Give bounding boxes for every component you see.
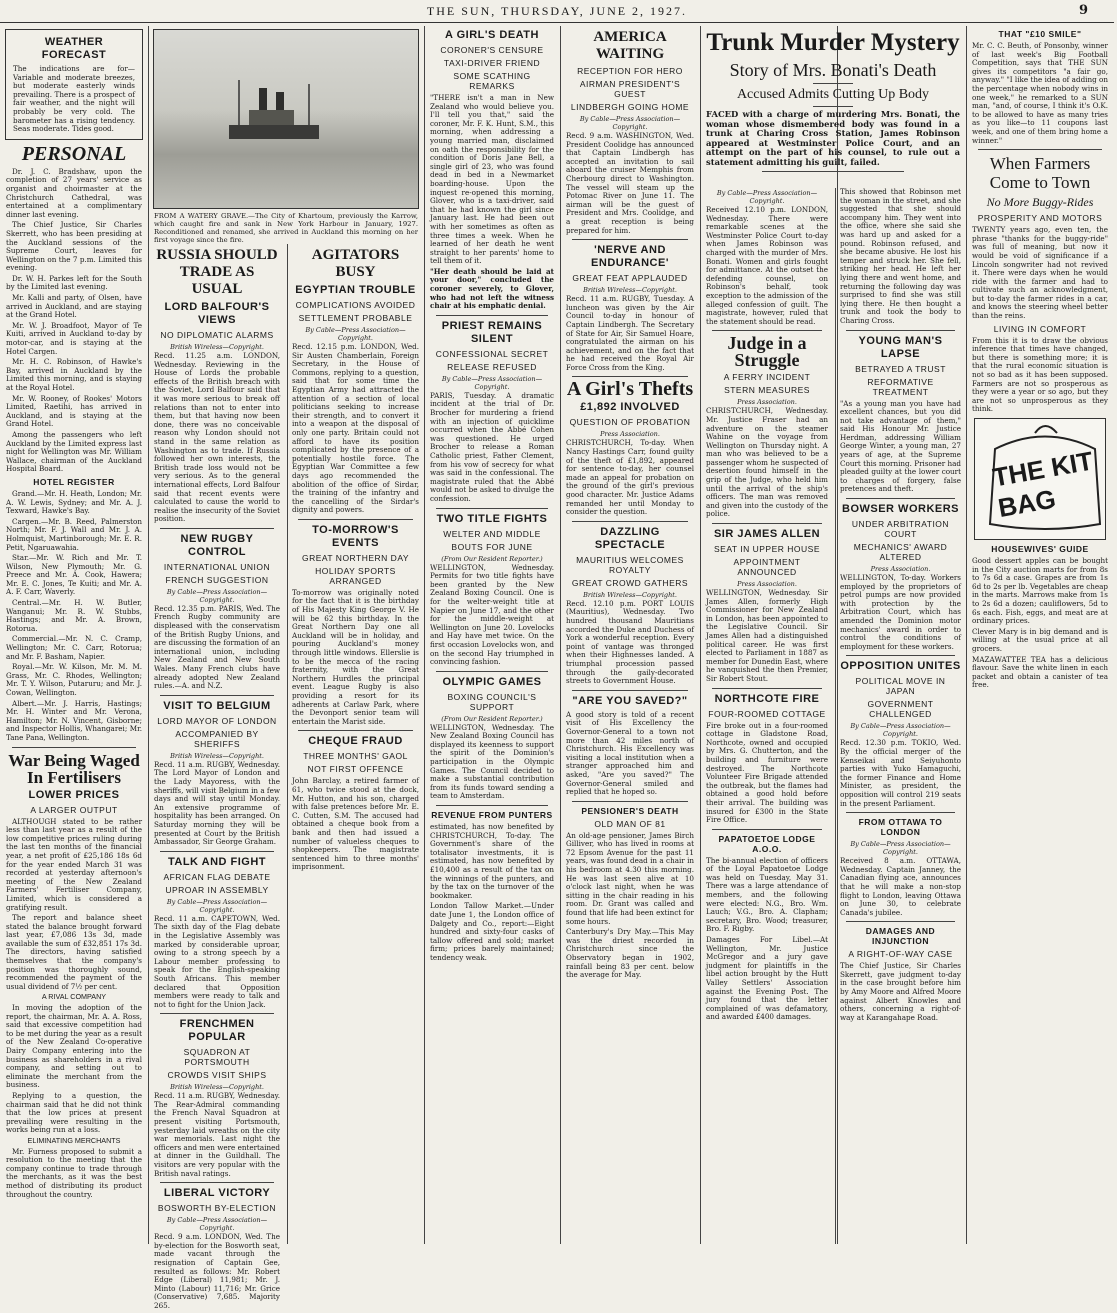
weather-box bbox=[5, 29, 143, 140]
cheque-title: CHEQUE FRAUD bbox=[308, 735, 403, 748]
liberal-title: LIBERAL VICTORY bbox=[163, 1187, 271, 1200]
america-sub: AIRMAN PRESIDENT'S GUEST bbox=[579, 79, 681, 99]
talk-fight-title: TALK AND FIGHT bbox=[167, 855, 267, 868]
bowser-byline: Press Association. bbox=[870, 565, 931, 574]
young-man-sub: BETRAYED A TRUST bbox=[855, 363, 946, 374]
canterbury-text: Canterbury's Dry May.—This May was the driest recorded in Christchurch since the Observatory began in 1902, rainfall being 83 per cent. below the average for May. bbox=[566, 927, 694, 980]
nerve-text: Recd. 11 a.m. RUGBY, Tuesday. A luncheon was given by the Air Council to-day in honour of Captain Lindbergh. The Secretary of State for Air, Sir Samuel Hoare, congratulated the airman on his achievement, and on the fact that he had received the Royal Air Force Cross from the King. bbox=[566, 294, 694, 372]
rugby-text: Recd. 12.35 p.m. PARIS, Wed. The French Rugby community are displeased with the conservatism of the British Rugby Unions, and are discussing the formation of an international union, including New Zealand and New South Wales. Many French clubs have already adopted New Zealand rules.—A. and N.Z. bbox=[154, 603, 280, 691]
frenchmen-sub: SQUADRON AT PORTSMOUTH bbox=[183, 1047, 251, 1068]
title-fights-title: TWO TITLE FIGHTS bbox=[436, 512, 548, 525]
girls-death-text: "THERE isn't a man in New Zealand who would believe you. I'll tell you that," said the coroner, Mr. F. K. Hunt, S.M., this morning, when addressing a young married man, disclaimed on oath the responsibility for the condition of Doris Jane Bell, a single girl of 23, who was found dead in bed in a Newmarket boarding-house. Upon the inquest re-opened this morning, Glover, who is a taxi-driver, said that he had known the girl since January last. He had been out with her sometimes as often as three times a week. When he learned of her death he went straight to her parents' home to tell them of it. bbox=[430, 93, 554, 266]
opposition-sub: POLITICAL MOVE IN JAPAN bbox=[855, 676, 946, 697]
clever-mary-text: Clever Mary is in big demand and is willing at the usual price at all grocers. bbox=[972, 626, 1108, 653]
america-sub: LINDBERGH GOING HOME bbox=[570, 102, 690, 112]
revenue-text: estimated, has now benefited by CHRISTCHURCH, To-day. The Government's share of the totalisator investments, it is estimated, has now benefited by £10,400 as a result of the tax on the winnings of the punters, and by the tax on the turnover of the bookmaker. bbox=[430, 822, 554, 900]
personal-paragraph: Dr. J. C. Bradshaw, upon the completion of 27 years' service as organist and choirmaster at the Christchurch Cathedral, was entertained at a complimentary dinner last evening. bbox=[6, 166, 142, 219]
bowser-sub: UNDER ARBITRATION COURT bbox=[851, 519, 950, 540]
farmers-sub: No More Buggy-Rides bbox=[986, 195, 1094, 210]
fertilisers-body bbox=[6, 818, 142, 1200]
cheque-sub: THREE MONTHS' GAOL bbox=[303, 751, 408, 762]
agitators-sub: SETTLEMENT PROBABLE bbox=[298, 313, 413, 323]
sir-james-sub: SEAT IN UPPER HOUSE bbox=[713, 544, 820, 555]
hotel-register-title: HOTEL REGISTER bbox=[33, 476, 115, 487]
hotel-entry: Grand.—Mr. H. Heath, London; Mr. A. W. Lewis, Sydney; and Mr. A. J. Texward, Hawke's Bay. bbox=[6, 488, 142, 516]
weather-title: WEATHER FORECAST bbox=[41, 36, 107, 61]
girls-death-sub: SOME SCATHING REMARKS bbox=[453, 71, 531, 91]
ottawa-title: FROM OTTAWA TO LONDON bbox=[858, 817, 943, 838]
fertilisers-paragraph: The report and balance sheet stated the balance brought forward last year, £7,086 13s 3d, made available the sum of £32,851 17s 3d. The directors, having satisfied themselves that the company's position was thoroughly sound, recommended the payment of the usual dividend of 7½ per cent. bbox=[6, 913, 142, 991]
column-7 bbox=[835, 188, 965, 1244]
damages-title: DAMAGES AND INJUNCTION bbox=[865, 926, 936, 947]
olympic-title: OLYMPIC GAMES bbox=[442, 675, 542, 688]
kit-bag-advert bbox=[974, 418, 1106, 540]
judge-sub: A FERRY INCIDENT bbox=[723, 372, 811, 383]
opposition-sub: GOVERNMENT CHALLENGED bbox=[867, 699, 934, 720]
rugby-title: NEW RUGBY CONTROL bbox=[180, 532, 254, 558]
fertilisers-subhead: A RIVAL COMPANY bbox=[41, 992, 107, 1002]
column-8 bbox=[968, 26, 1112, 1244]
column-1 bbox=[2, 26, 146, 1244]
hotel-entry: Cargen.—Mr. B. Reed, Palmerston North; Mr. F. J. Wall and Mr. J. A. Holmquist, Martinborough; Mr. E. R. Petit, Ngaruawahia. bbox=[6, 516, 142, 552]
fertilisers-sub: LOWER PRICES bbox=[28, 788, 120, 801]
that-smile-text: Mr. C. C. Beuth, of Ponsonby, winner of last week's Big Football Competition, says that THE SUN gives its competitors "a fair go, anyway." "I like the idea of adding on the percentage when nobody wins in one week," he remarked to a SUN man, "and, of course, I think it's O.K. to be allowed to have as many tries as you like—to 11 coupons last week, and one of them bring home a winner." bbox=[972, 41, 1108, 145]
housewives-text: Good dessert apples can be bought in the City auction marts for from 8s to 7s 6d a case. Grapes are from 1s 6d to 2s per lb. Vegetables are cheap in the marts. Marrows make from 1s to 2s 6d a dozen; cauliflowers, 5d to 6s each. Fish, eggs, and meat are at ordinary prices. bbox=[972, 556, 1108, 626]
belgium-byline: British Wireless—Copyright. bbox=[170, 751, 264, 760]
pensioner-title: PENSIONER'S DEATH bbox=[581, 805, 679, 816]
trunk-text: This showed that Robinson met the woman in the street, and she suggested that she should accompany him. They went into the office, where she said she was hard up and asked for a pound. Robinson refused, and she became abusive. He lost his temper and struck her. She fell, striking her head. He left her lying there and went home, and returning the following day was surprised to find she was still lying there. He then bought a trunk and took the body to Charing Cross. bbox=[840, 187, 961, 325]
column-6 bbox=[702, 188, 832, 1244]
frenchmen-sub: CROWDS VISIT SHIPS bbox=[167, 1070, 267, 1081]
tallow-text: London Tallow Market.—Under date June 1, the London office of Dalgety and Co., report:—Eight hundred and sixty-four casks of tallow offered and sold; market firm; prices barely maintained; tendency weak. bbox=[430, 901, 554, 962]
hotel-entry: Star.—Mr. W. Rich and Mr. T. Wilson, New Plymouth; Mr. G. Preece and Mr. A. Cook, Hawera; Mr. E. C. Jones, Te Kuiti; and Mr. A. A. F. Carr, Waverly. bbox=[6, 553, 142, 597]
sir-james-text: WELLINGTON, Wednesday. Sir James Allen, formerly High Commissioner for New Zealand in London, has been appointed to the Legislative Council. Sir James Allen had a distinguished political career. He was first elected to Parliament in 1887 as member for Dunedin East, where he vanquished the then Premier, Sir Robert Stout. bbox=[706, 588, 828, 683]
fertilisers-paragraph: In moving the adoption of the report, the chairman, Mr. A. A. Ross, said that excessive competition had to be met during the year as a result of the New Zealand Co-operative Dairy Company entering into the business as shareholders in a rival company, and setting out to eliminate the merchant from the business. bbox=[6, 1003, 142, 1090]
cheque-text: John Barclay, a retired farmer of 61, who twice stood at the dock, Mr. Hutton, and his son, charged with false pretences before Mr. E. C. Cutten, S.M. The accused had obtained a cheque book from a bank and then had issued a number of valueless cheques to shopkeepers. The magistrate sentenced him to three months' imprisonment. bbox=[292, 776, 419, 872]
agitators-byline: By Cable—Press Association—Copyright. bbox=[305, 326, 406, 342]
hotel-entry: Commercial.—Mr. N. C. Cramp, Wellington; Mr. C. Carr, Rotorua; and Mr. F. Basham, Napier. bbox=[6, 634, 142, 661]
sir-james-sub: APPOINTMENT ANNOUNCED bbox=[733, 557, 801, 578]
trunk-byline: By Cable—Press Association—Copyright. bbox=[716, 189, 818, 205]
dazzling-byline: British Wireless—Copyright. bbox=[583, 590, 677, 599]
priest-title: PRIEST REMAINS SILENT bbox=[441, 319, 543, 345]
hotel-entry: Royal.—Mr. W. Kilson, Mr. M. M. Grass, Mr. C. Rhodes, Wellington; Mr. T. Y. Wilson, Putaruru; and Mr. J. Cowan, Wellington. bbox=[6, 662, 142, 697]
belgium-sub: LORD MAYOR OF LONDON bbox=[157, 715, 277, 726]
priest-sub: RELEASE REFUSED bbox=[447, 361, 537, 372]
masthead bbox=[0, 0, 1114, 23]
personal-body bbox=[6, 168, 142, 474]
fertilisers-subhead: ELIMINATING MERCHANTS bbox=[27, 1135, 121, 1145]
priest-text: PARIS, Tuesday. A dramatic incident at the trial of Dr. Brocher for murdering a friend with an injection of quicklime occurred when the Abbé Cohen was questioned. He urged Brocher to release a Roman Catholic priest, Father Clement, from his vow of secrecy for what was said in the confessional. The magistrate ruled that the Abbé would not be asked to divulge the confession. bbox=[430, 390, 554, 503]
bowser-sub: MECHANICS' AWARD ALTERED bbox=[853, 542, 948, 563]
russia-sub: LORD BALFOUR'S VIEWS bbox=[164, 301, 270, 326]
ship-icon bbox=[224, 70, 324, 150]
column-2 bbox=[150, 244, 284, 1313]
nerve-title: 'NERVE AND ENDURANCE' bbox=[591, 244, 669, 270]
russia-text: Recd. 11.25 a.m. LONDON, Wednesday. Reviewing in the House of Lords the probable effects of the British breach with the Soviet, Lord Balfour said that it was more serious to break off relations than not to enter into them, but that having now been done, there was no conceivable reason why London should not stand in the same relation as Washington as to trade. If Russia followed her own interests, the British trade loss would not be very serious. As to the general international effects, Lord Balfour said that recent events were calculated to cause the world to realise the insecurity of the Soviet position. bbox=[154, 351, 280, 524]
pensioner-sub: OLD MAN OF 81 bbox=[594, 818, 666, 829]
saved-text: A good story is told of a recent visit of His Excellency the Governor-General to a town not more than 42 miles north of Christchurch. His Excellency was visiting a local institution when a stranger approached him and asked, "Are you saved?" The Governor-General smiled and replied that he hoped so. bbox=[566, 709, 694, 797]
personal-paragraph: Among the passengers who left Auckland by the Limited express last night for Wellington was Mr. William Wallace, chairman of the Auckland Hospital Board. bbox=[6, 429, 142, 474]
america-text: Recd. 9 a.m. WASHINGTON, Wed. President Coolidge has announced that Captain Lindbergh has accepted an invitation to sail aboard the cruiser Memphis from Cherbourg direct to Washington. The vessel will steam up the Potomac River on June 11. The airman will be the guest of President and Mrs. Coolidge, and a great reception is being prepared for him. bbox=[566, 131, 694, 235]
column-rule bbox=[700, 26, 701, 1244]
title-fights-sub: WELTER AND MIDDLE bbox=[443, 528, 541, 539]
dazzling-text: Recd. 12.10 p.m. PORT LOUIS (Mauritius), Wednesday. Two hundred thousand Mauritians accorded the Duke and Duchess of York a wonderful reception. Every point of vantage was thronged when their Highnesses landed. A triumphal procession passed through the gaily-decorated streets to Government House. bbox=[566, 598, 694, 686]
fertilisers-paragraph: ALTHOUGH stated to be rather less than last year as a result of the low competitive prices ruling during the last ten months of the financial year, a net profit of £25,186 18s 6d for the year ended March 31 was recorded at yesterday afternoon's meeting of the New Zealand Farmers' Fertiliser Company, Limited, which is considered a gratifying result. bbox=[6, 816, 142, 912]
northcote-title: NORTHCOTE FIRE bbox=[714, 692, 820, 705]
damages-text: The Chief Justice, Sir Charles Skerrett, gave judgment to-day in the case brought before him by Amy Moore and Alfred Moore against Albert Knowles and others, concerning a right-of-way at Karangahape Road. bbox=[840, 961, 961, 1022]
northcote-text: Fire broke out in a four-roomed cottage in Gladstone Road, Northcote, owned and occupied by Mrs. G. Chutterton, and the building and furniture were destroyed. The Northcote Volunteer Fire Brigade attended the outbreak, but the flames had obtained a good hold before their arrival. The building was insured for £300 in the State Fire Office. bbox=[706, 720, 828, 825]
belgium-sub: ACCOMPANIED BY SHERIFFS bbox=[175, 728, 259, 749]
nerve-byline: British Wireless—Copyright. bbox=[583, 286, 677, 295]
damages-sub: A RIGHT-OF-WAY CASE bbox=[848, 949, 953, 960]
talk-fight-text: Recd. 11 a.m. CAPETOWN, Wed. The sixth day of the Flag debate in the Legislative Assembly was marked by considerable uproar, owing to a strong speech by a Labour member professing to speak for the English-speaking South Africans. This member declared that Opposition members were ready to talk and not to fight for the Union Jack. bbox=[154, 913, 280, 1009]
libel-text: Damages For Libel.—At Wellington, Mr. Justice McGregor and a jury gave judgment for plaintiffs in the libel action brought by the Hutt Valley Settlers' Association against the Evening Post. The jury found that the letter complained of was defamatory, and awarded £400 damages. bbox=[706, 935, 828, 1022]
russia-sub: NO DIPLOMATIC ALARMS bbox=[160, 330, 274, 340]
farmers-text: From this it is to draw the obvious inference that times have changed, but there is something more; it is that the rural economic situation is not so bad as it has been supposed. Farmers are not so prosperous as they were a year or so ago, but they are not so unprosperous as they think. bbox=[972, 335, 1108, 414]
agitators-sub: COMPLICATIONS AVOIDED bbox=[295, 300, 416, 310]
trunk-lead: FACED with a charge of murdering Mrs. Bonati, the woman whose dismembered body was found in a trunk at Charing Cross Station, James Robinson appeared at Westminster Police Court, and an attempt on the part of his counsel, to rule out a statement admitting his guilt, failed. bbox=[706, 109, 960, 167]
column-3 bbox=[287, 244, 423, 1244]
personal-paragraph: Mr. W. Rooney, of Rookes' Motors Limited, Raetihi, has arrived in Auckland, and is staying at the Grand Hotel. bbox=[6, 393, 142, 429]
column-2-3 bbox=[150, 26, 422, 1310]
belgium-title: VISIT TO BELGIUM bbox=[163, 699, 271, 712]
trunk-title: Trunk Murder Mystery bbox=[706, 29, 960, 56]
frenchmen-text: Recd. 11 a.m. RUGBY, Wednesday. The Rear-Admiral commanding the French Naval Squadron at present visiting Portsmouth, yesterday laid wreaths on the city war memorials. Last night the officers and men were entertained at dinner in the Guildhall. The visitors are very popular with the British naval ratings. bbox=[154, 1091, 280, 1178]
personal-paragraph: Mr. W. J. Broadfoot, Mayor of Te Kuiti, arrived in Auckland to-day by motor-car, and is staying at the Hotel Cargen. bbox=[6, 320, 142, 356]
belgium-text: Recd. 11 a.m. RUGBY, Wednesday. The Lord Mayor of London and the Lady Mayoress, with the sheriffs, will visit Belgium in a few days and will stay until Monday. An extensive programme of hospitality has been arranged. On Saturday morning they will be presented at Court by the British Ambassador, Sir George Graham. bbox=[154, 759, 280, 847]
judge-text: CHRISTCHURCH, Wednesday. Mr. Justice Fraser had an adventure on the steamer Wahine on the voyage from Wellington on Thursday night. A man who was believed to be a passenger whom he suspected of desertion found himself in the grip of the Judge, who held him until the arrival of the ship's officers. The man was removed and given into the custody of the police. bbox=[706, 406, 828, 519]
sir-james-byline: Press Association. bbox=[737, 580, 797, 589]
column-rule bbox=[424, 26, 425, 1244]
young-man-sub: REFORMATIVE TREATMENT bbox=[867, 376, 934, 397]
girls-death-quote: "Her death should be laid at your door," concluded the coroner severely, to Glover, who had not left the witness chair at his emphatic denial. bbox=[430, 266, 554, 311]
page-number: 9 bbox=[1078, 3, 1088, 18]
events-text: To-morrow was originally noted for the fact that it is the birthday of His Majesty King George V. He will be 62 this birthday. In the Great Northern Day one all Auckland will be in holiday, and pouring Auckland's money through little windows. Ellerslie is to be the mecca of the racing fraternity, with the Great Northern Hurdles the principal event. League Rugby is also providing a resort for its adherents at Carlaw Park, where the Devonport senior team will entertain the Marist side. bbox=[292, 587, 419, 726]
trunk-sub: Story of Mrs. Bonati's Death bbox=[729, 60, 937, 80]
pensioner-text: An old-age pensioner, James Birch Gilliver, who has lived in rooms at 72 Epsom Avenue for the past 11 years, was found dead in a chair in his bedroom at 4.30 this morning. He was last seen alive at 10 o'clock last night, when he was sitting in the chair reading in his room. Dr. Grant was called and found that life had been extinct for some hours. bbox=[566, 830, 694, 926]
masthead-date-line: THE SUN, THURSDAY, JUNE 2, 1927. bbox=[426, 4, 688, 18]
girls-thefts-byline: Press Association. bbox=[600, 430, 660, 439]
farmers-title: When Farmers Come to Town bbox=[989, 154, 1091, 193]
personal-paragraph: Mr. H. C. Robinson, of Hawke's Bay, arrived in Auckland by the Limited this morning, and is staying at the Royal Hotel. bbox=[6, 357, 142, 392]
girls-thefts-title: A Girl's Thefts bbox=[566, 378, 694, 401]
russia-byline: British Wireless—Copyright. bbox=[170, 343, 264, 351]
bowser-title: BOWSER WORKERS bbox=[842, 503, 959, 516]
talk-fight-byline: By Cable—Press Association—Copyright. bbox=[166, 897, 268, 914]
that-smile-title: THAT "£10 SMILE" bbox=[998, 29, 1082, 39]
personal-paragraph: The Chief Justice, Sir Charles Skerrett, who has been presiding at the Auckland sessions of the Supreme Court, leaves for Wellington on the 7 p.m. Limited this evening. bbox=[6, 220, 142, 273]
fertilisers-sub: A LARGER OUTPUT bbox=[30, 804, 118, 815]
fertilisers-title: War Being Waged In Fertilisers bbox=[8, 750, 140, 787]
column-rule bbox=[966, 26, 967, 1244]
olympic-text: WELLINGTON, Wednesday. The New Zealand Boxing Council has displayed its keenness to support the spirit of the Dominion's participation in the Olympic Games. The Council decided to make a substantial contribution from its funds toward sending a team to Amsterdam. bbox=[430, 722, 554, 801]
liberal-sub: BOSWORTH BY-ELECTION bbox=[157, 1203, 277, 1214]
revenue-title: REVENUE FROM PUNTERS bbox=[431, 810, 553, 821]
events-title: TO-MORROW'S EVENTS bbox=[312, 523, 399, 549]
events-sub: GREAT NORTHERN DAY bbox=[301, 552, 410, 563]
girls-thefts-sub: QUESTION OF PROBATION bbox=[569, 417, 691, 428]
title-fights-text: WELLINGTON, Wednesday. Permits for two title fights have been granted by the New Zealand Boxing Council. One is for the welter-weight title at Napier on June 17, and the other for the middle-weight at Wellington on June 20. Lovelocks and Hay have met twice. On the first occasion Lovelocks won, and on the second Hay triumphed in convincing fashion. bbox=[430, 562, 554, 667]
judge-title: Judge in a Struggle bbox=[727, 333, 807, 371]
photo-caption: FROM A WATERY GRAVE.—The City of Khartoum, previously the Karrow, which caught fire and sank in New York Harbour in January, 1927. Reconditioned and renamed, she arrived in Auckland this morning on her first voyage since the fire. bbox=[154, 212, 418, 244]
ottawa-byline: By Cable—Press Association—Copyright. bbox=[850, 840, 951, 857]
sir-james-title: SIR JAMES ALLEN bbox=[713, 528, 821, 541]
ship-photo bbox=[153, 29, 419, 209]
talk-fight-sub: AFRICAN FLAG DEBATE bbox=[163, 871, 271, 882]
papatoetoe-title: PAPATOETOE LODGE A.O.O. bbox=[718, 833, 816, 854]
judge-sub: STERN MEASURES bbox=[724, 385, 810, 396]
opposition-text: Recd. 12.30 p.m. TOKIO, Wed. By the official merger of the Kenseikai and Seiyuhonto parties with Yuko Hamaguchi, the former Finance and Home Minister, as president, the opposition will control 219 seats in the present Parliament. bbox=[840, 738, 961, 808]
papatoetoe-text: The bi-annual election of officers of the Loyal Papatoetoe Lodge was held on Tuesday, May 31. There was a large attendance of members, and the following were elected: N.G., Bro. Wm. Lauch; V.G., Bro. A. Clapham; secretary, Bro. Wood; treasurer, Bro. F. Rigby. bbox=[706, 855, 828, 934]
olympic-sub: BOXING COUNCIL'S SUPPORT bbox=[447, 691, 537, 712]
column-6-7 bbox=[702, 26, 964, 1244]
hotel-entry: Central.—Mr. H. W. Butler, Wanganui; Mr. R. W. Stubbs, Hastings; and Mr. A. Brown, Rotorua. bbox=[6, 598, 142, 633]
judge-byline: Press Association. bbox=[737, 398, 797, 407]
agitators-text: Recd. 12.15 p.m. LONDON, Wed. Sir Austen Chamberlain, Foreign Secretary, in the House of Commons, replying to a question, said that for some time the Egyptian Army had attracted the attention of a section of local politicians seeking to increase their strength, and to convert it into a weapon at the disposal of only one party. Britain could not afford to have its position complicated by the presence of a potentially hostile force. The Egyptian War Committee a few days ago recommended the abolition of the office of Sirdar, the training of the infantry and the cancelling of the Sirdar's dignity and powers. bbox=[292, 342, 419, 515]
girls-death-sub: CORONER'S CENSURE bbox=[440, 45, 544, 55]
russia-title: RUSSIA SHOULD TRADE AS USUAL bbox=[156, 247, 278, 297]
liberal-text: Recd. 9 a.m. LONDON, Wed. The by-election for the Bosworth seat, made vacant through the resignation of Captain Gee, resulted as follows: Mr. Robert Edge (Liberal) 11,981; Mr. J. Minto (Labour) 11,716; Mr. Grice (Conservative) 7,685. Majority 265. bbox=[154, 1232, 280, 1310]
girls-thefts-text: CHRISTCHURCH, To-day. When Nancy Hastings Carr, found guilty of the theft of £1,892, appeared for sentence to-day, her counsel made an appeal for probation on the ground of the girl's previous good character. Mr. Justice Adams remanded her until Monday to consider the question. bbox=[566, 438, 694, 517]
america-sub: RECEPTION FOR HERO bbox=[577, 66, 683, 76]
rugby-sub: INTERNATIONAL UNION bbox=[163, 561, 271, 572]
cheque-sub: NOT FIRST OFFENCE bbox=[307, 764, 404, 775]
girls-thefts-sub: £1,892 INVOLVED bbox=[580, 401, 680, 414]
trunk-text: Received 12.10 p.m. LONDON, Wednesday. There were remarkable scenes at the Westminster Police Court to-day when James Robinson was charged with the murder of Mrs. Bonati. Women and girls fought for admittance. At the outset the defending counsel, on Robinson's behalf, took exception to the admission of the alleged confession of guilt. The magistrate, however, ruled that the statement should be read. bbox=[706, 205, 828, 326]
dazzling-title: DAZZLING SPECTACLE bbox=[594, 525, 666, 551]
girls-death-sub: TAXI-DRIVER FRIEND bbox=[443, 58, 541, 68]
hotel-entry: Albert.—Mr. J. Harris, Hastings; Mr. H. Winter and Mr. Verona, Hamilton; Mr. N. Vincent, Gisborne; and Inspector Hollis, Whangarei; Mr. Tane Pana, Wellington. bbox=[6, 698, 142, 742]
personal-paragraph: Mr. Kalli and party, of Olsen, have arrived in Auckland, and are staying at the Grand Hotel. bbox=[6, 293, 142, 320]
hotel-register-body bbox=[6, 490, 142, 743]
kit-bag-title: THE KIT BAG bbox=[990, 445, 1096, 524]
opposition-title: OPPOSITION UNITES bbox=[840, 660, 961, 673]
dazzling-sub: GREAT CROWD GATHERS bbox=[571, 577, 689, 588]
farmers-subhead: LIVING IN COMFORT bbox=[993, 323, 1087, 334]
housewives-title: HOUSEWIVES' GUIDE bbox=[991, 544, 1089, 554]
fertilisers-paragraph: Mr. Furness proposed to submit a resolution to the meeting that the company continue to trade through the merchants, as it was the best method of distributing its product throughout the country. bbox=[6, 1146, 142, 1199]
priest-byline: By Cable—Press Association—Copyright. bbox=[441, 374, 543, 391]
title-fights-byline: (From Our Resident Reporter.) bbox=[441, 554, 543, 563]
mazawattee-text: MAZAWATTEE TEA has a delicious flavour. Save the white linen in each packet and obtain a canister of tea free. bbox=[972, 654, 1108, 690]
northcote-sub: FOUR-ROOMED COTTAGE bbox=[708, 708, 826, 719]
young-man-title: YOUNG MAN'S LAPSE bbox=[858, 334, 943, 360]
saved-title: "ARE YOU SAVED?" bbox=[572, 694, 688, 707]
personal-title: PERSONAL bbox=[21, 142, 127, 165]
bowser-text: WELLINGTON, To-day. Workers employed by the proprietors of petrol pumps are now provided with protection by the Arbitration Court, which has amended the Dominion motor mechanics' award in order to control the conditions of employment for these workers. bbox=[840, 573, 961, 651]
girls-death-title: A GIRL'S DEATH bbox=[445, 29, 539, 41]
personal-paragraph: Dr. W. H. Parkes left for the South by the Limited last evening. bbox=[6, 273, 142, 292]
priest-sub: CONFESSIONAL SECRET bbox=[435, 348, 549, 359]
liberal-byline: By Cable—Press Association—Copyright. bbox=[166, 1216, 268, 1233]
opposition-byline: By Cable—Press Association—Copyright. bbox=[850, 722, 951, 739]
frenchmen-title: FRENCHMEN POPULAR bbox=[179, 1018, 255, 1044]
nerve-sub: GREAT FEAT APPLAUDED bbox=[572, 273, 688, 284]
young-man-text: "As a young man you have had excellent chances, but you did not take advantage of them," said His Honour Mr. Justice Herdman, addressing William George Winter, a young man, 27 years of age, at the Supreme Court this morning. Prisoner had pleaded guilty at the lower court to charges of forgery, false pretences and theft. bbox=[840, 398, 961, 494]
olympic-byline: (From Our Resident Reporter.) bbox=[441, 714, 543, 723]
fertilisers-paragraph: Replying to a question, the chairman said that he did not think that the low prices at present prevailing were resulting in the works being run at a loss. bbox=[6, 1090, 142, 1135]
america-title: AMERICA WAITING bbox=[593, 29, 667, 62]
weather-text: The indications are for— Variable and moderate breezes, but moderate easterly winds prevailing. There is a prospect of fair weather, and the night will probably be very cold. The barometer has a rising tendency. Seas moderate. Tides good. bbox=[13, 64, 135, 134]
agitators-sub: EGYPTIAN TROUBLE bbox=[295, 284, 416, 296]
farmers-sub: PROSPERITY AND MOTORS bbox=[977, 213, 1103, 224]
america-byline: By Cable—Press Association—Copyright. bbox=[579, 115, 681, 131]
column-rule bbox=[560, 26, 561, 1244]
column-rule bbox=[148, 26, 149, 1244]
rugby-byline: By Cable—Press Association—Copyright. bbox=[166, 587, 268, 604]
farmers-text: TWENTY years ago, even ten, the phrase "thanks for the buggy-ride" was full of meaning, but now it would be void of significance if a Lincoln songwriter had not revived it. There were days when he would ride with the farmer and had to cultivate such an acknowledgment, but to-day the farmer rides in a car, and knows the steering wheel better than the reins. bbox=[972, 225, 1108, 321]
talk-fight-sub: UPROAR IN ASSEMBLY bbox=[165, 884, 269, 895]
ottawa-text: Received 8 a.m. OTTAWA, Wednesday. Captain Janney, the Canadian flying ace, announces that he will make a non-stop flight to London, leaving Ottawa on June 30, to celebrate Canada's jubilee. bbox=[840, 856, 961, 917]
frenchmen-byline: British Wireless—Copyright. bbox=[170, 1083, 264, 1092]
events-sub: HOLIDAY SPORTS ARRANGED bbox=[315, 565, 396, 586]
agitators-title: AGITATORS BUSY bbox=[311, 247, 400, 280]
dazzling-sub: MAURITIUS WELCOMES ROYALTY bbox=[576, 554, 684, 575]
trunk-sub: Accused Admits Cutting Up Body bbox=[736, 87, 930, 102]
title-fights-sub: BOUTS FOR JUNE bbox=[451, 541, 533, 552]
column-5 bbox=[562, 26, 698, 1244]
rugby-sub: FRENCH SUGGESTION bbox=[165, 574, 269, 585]
column-4 bbox=[426, 26, 558, 1244]
